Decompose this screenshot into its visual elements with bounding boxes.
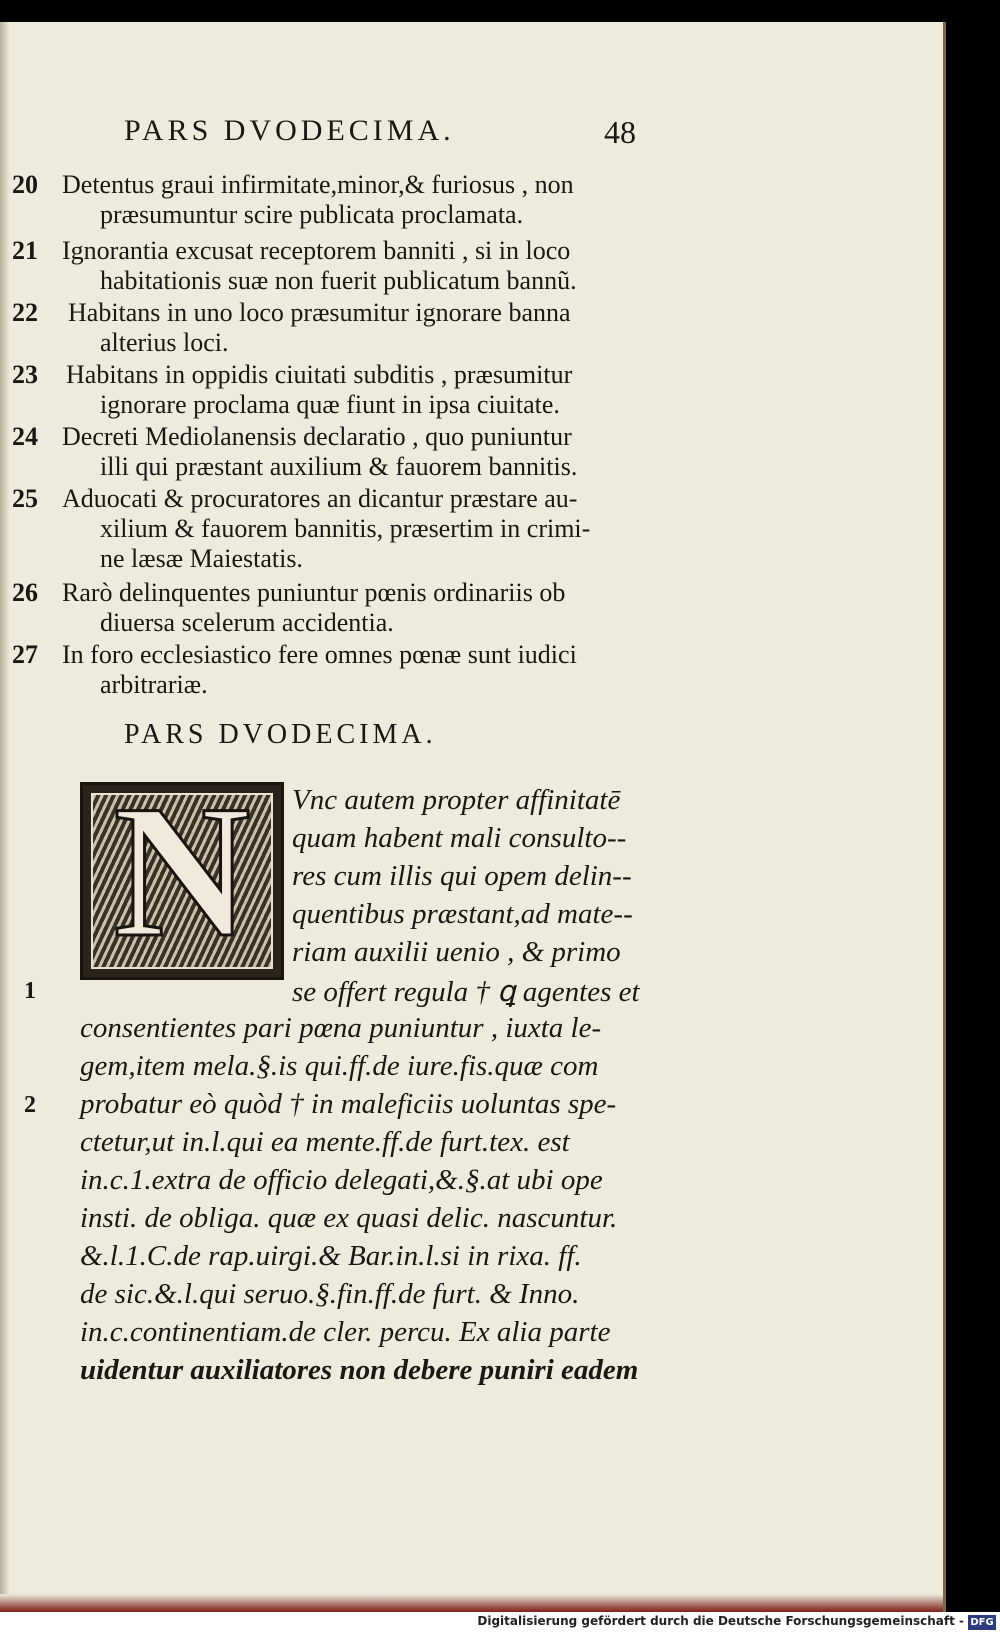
body-line: Vnc autem propter affinitatē xyxy=(292,784,621,816)
page-bottom-edge xyxy=(0,1594,943,1612)
body-line: quam habent mali consulto-- xyxy=(292,822,627,854)
section-title: PARS DVODECIMA. xyxy=(124,719,437,750)
initial-letter: N xyxy=(113,767,251,977)
book-page xyxy=(0,22,946,1612)
summary-number: 26 xyxy=(12,578,38,607)
body-line: in.c.continentiam.de cler. percu. Ex alia parte xyxy=(80,1316,611,1348)
summary-line: ne læsæ Maiestatis. xyxy=(100,544,303,573)
summary-line: arbitrariæ. xyxy=(100,670,208,699)
body-line: de sic.&.l.qui seruo.§.fin.ff.de furt. & Inno. xyxy=(80,1278,580,1310)
summary-line: habitationis suæ non fuerit publicatum bannũ. xyxy=(100,266,577,295)
page-number: 48 xyxy=(604,114,636,150)
summary-line: illi qui præstant auxilium & fauorem bannitis. xyxy=(100,452,578,481)
summary-number: 21 xyxy=(12,236,38,265)
body-line: &.l.1.C.de rap.uirgi.& Bar.in.l.si in rixa. ff. xyxy=(80,1240,582,1272)
running-header xyxy=(124,114,636,150)
running-header-title: PARS DVODECIMA. xyxy=(124,114,455,147)
summary-line: Habitans in oppidis ciuitati subditis , præsumitur xyxy=(66,360,573,389)
margin-number: 1 xyxy=(24,978,36,1004)
body-line: uidentur auxiliatores non debere puniri eadem xyxy=(80,1354,639,1386)
body-line: insti. de obliga. quæ ex quasi delic. nascuntur. xyxy=(80,1202,618,1234)
body-line: consentientes pari pœna puniuntur , iuxta le- xyxy=(80,1012,602,1044)
summary-line: ignorare proclama quæ fiunt in ipsa ciuitate. xyxy=(100,390,560,419)
margin-number: 2 xyxy=(24,1092,36,1118)
summary-line: Habitans in uno loco præsumitur ignorare banna xyxy=(68,298,571,327)
summary-line: Ignorantia excusat receptorem banniti , si in loco xyxy=(62,236,571,265)
summary-line: xilium & fauorem bannitis, præsertim in crimi- xyxy=(100,514,591,543)
footer-bar xyxy=(0,1612,1000,1634)
body-line: ctetur,ut in.l.qui ea mente.ff.de furt.tex. est xyxy=(80,1126,570,1158)
summary-number: 24 xyxy=(12,422,38,451)
summary-line: Decreti Mediolanensis declaratio , quo puniuntur xyxy=(62,422,572,451)
page-edge-shadow xyxy=(0,22,10,1612)
body-line: se offert regula † ꝗ agentes et xyxy=(292,976,640,1008)
summary-line: præsumuntur scire publicata proclamata. xyxy=(100,200,524,229)
summary-number: 27 xyxy=(12,640,38,669)
summary-line: alterius loci. xyxy=(100,328,229,357)
summary-number: 20 xyxy=(12,170,38,199)
body-line: gem,item mela.§.is qui.ff.de iure.fis.quæ com xyxy=(80,1050,599,1082)
decorated-initial xyxy=(80,767,284,980)
body-line: riam auxilii uenio , & primo xyxy=(292,936,621,968)
body-line: quentibus præstant,ad mate-- xyxy=(292,898,633,930)
summary-line: Rarò delinquentes puniuntur pœnis ordinariis ob xyxy=(62,578,566,607)
summary-line: Aduocati & procuratores an dicantur præstare au- xyxy=(62,484,578,513)
summary-number: 25 xyxy=(12,484,38,513)
body-line: res cum illis qui opem delin-- xyxy=(292,860,632,892)
summary-line: diuersa scelerum accidentia. xyxy=(100,608,394,637)
summary-line: In foro ecclesiastico fere omnes pœnæ sunt iudici xyxy=(62,640,577,669)
summary-line: Detentus graui infirmitate,minor,& furiosus , non xyxy=(62,170,574,199)
summary-number: 23 xyxy=(12,360,38,389)
body-line: probatur eò quòd † in maleficiis uoluntas spe- xyxy=(80,1088,617,1120)
funding-credit: Digitalisierung gefördert durch die Deutsche Forschungsgemeinschaft - xyxy=(477,1614,964,1628)
summary-number: 22 xyxy=(12,298,38,327)
body-line: in.c.1.extra de officio delegati,&.§.at ubi ope xyxy=(80,1164,603,1196)
dfg-logo: DFG xyxy=(968,1615,996,1630)
